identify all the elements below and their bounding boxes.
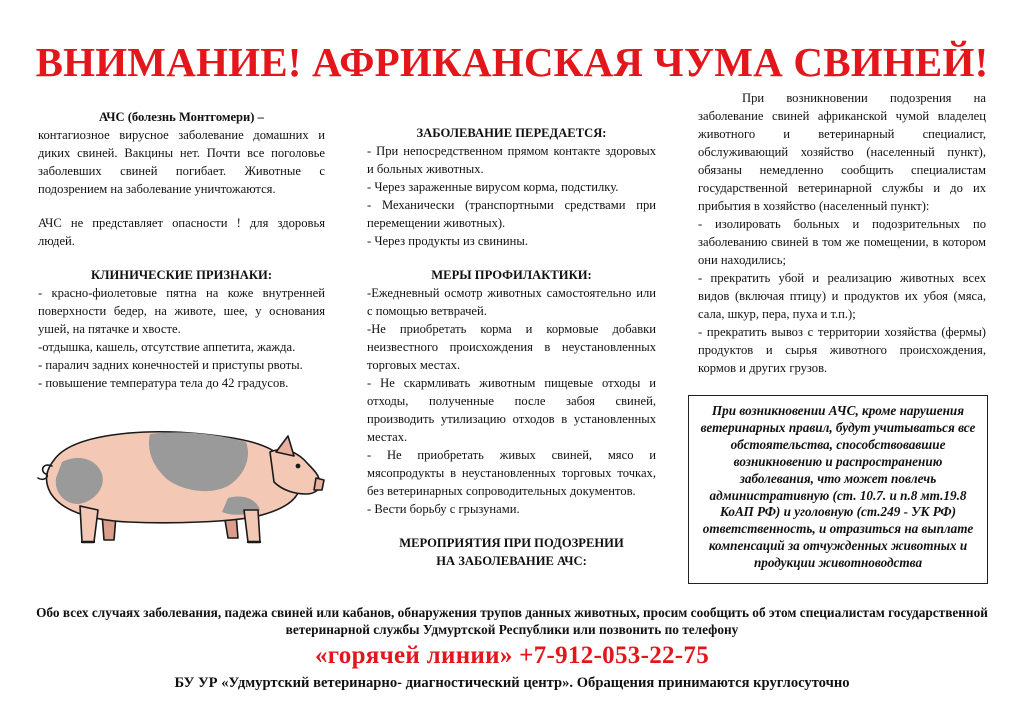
list-item: - При непосредственном прямом контакте здоровых и больных животных. <box>367 144 656 176</box>
list-item: - прекратить убой и реализацию животных всех видов (включая птицу) и продуктов их убоя (мяса, сала, шкур, пера, пуха и т.п.); <box>698 271 986 321</box>
list-item: - изолировать больных и подозрительных по заболеванию свиней в том же помещении, в котором они находились; <box>698 217 986 267</box>
clinical-signs-heading: КЛИНИЧЕСКИЕ ПРИЗНАКИ: <box>90 268 273 282</box>
list-item: - повышение температура тела до 42 градусов. <box>38 376 289 390</box>
asf-definition-text: контагиозное вирусное заболевание домашних и диких свиней. Вакцины нет. Почти все поголовье заболевших свиней погибает. Животные с подозрением на заболевание уничтожаются. <box>38 128 325 196</box>
hotline-phone: «горячей линии» +7-912-053-22-75 <box>314 642 710 669</box>
pig-illustration <box>32 418 328 546</box>
list-item: - Через продукты из свинины. <box>367 234 528 248</box>
list-item: - Не приобретать живых свиней, мясо и мясопродукты в неустановленных торговых точках, без ветеринарных сопроводительных документов. <box>367 448 656 498</box>
list-item: - Механически (транспортными средствами при перемещении животных). <box>367 198 656 230</box>
list-item: - Вести борьбу с грызунами. <box>367 502 520 516</box>
suspicion-intro-text: При возникновении подозрения на заболевание свиней африканской чумой владелец животного и ветеринарный специалист, обслуживающий хозяйство (населенный пункт), обязаны немедленно сообщить специалистам государственной ветеринарной службы и до их прибытия в хозяйство (населенный пункт): <box>698 91 986 213</box>
liability-notice-text: При возникновении АЧС, кроме нарушения ветеринарных правил, будут учитываться все обстоятельства, способствовавшие возникновению и распространению заболевания, что может повлечь административную (ст. 10.7. и п.8 мт.19.8 КоАП РФ) и уголовную (ст.249 - УК РФ) ответственность, и отразиться на выплате компенсаций за отчужденных животных и продукции животноводства <box>700 403 976 571</box>
list-item: - Через зараженные вирусом корма, подстилку. <box>367 180 619 194</box>
prevention-heading: МЕРЫ ПРОФИЛАКТИКИ: <box>431 268 592 282</box>
pig-leg <box>80 506 98 542</box>
liability-notice-box <box>688 395 988 584</box>
page-title: ВНИМАНИЕ! АФРИКАНСКАЯ ЧУМА СВИНЕЙ! <box>35 39 989 85</box>
footer-report-text <box>0 604 1024 638</box>
list-item: -Не приобретать корма и кормовые добавки неизвестного происхождения в неустановленных торговых местах. <box>367 322 656 372</box>
list-item: - красно-фиолетовые пятна на коже внутренней поверхности бедер, на животе, шее, у основания ушей, на пятачке и хвосте. <box>38 286 325 336</box>
column-middle <box>367 124 656 570</box>
transmission-heading: ЗАБОЛЕВАНИЕ ПЕРЕДАЕТСЯ: <box>416 126 607 140</box>
column-left <box>38 108 325 392</box>
human-safety-text: АЧС не представляет опасности ! для здоровья людей. <box>38 216 325 248</box>
suspicion-heading: МЕРОПРИЯТИЯ ПРИ ПОДОЗРЕНИИ НА ЗАБОЛЕВАНИЕ АЧС: <box>399 536 624 568</box>
footer-organization: БУ УР «Удмуртский ветеринарно- диагностический центр». Обращения принимаются круглосуточно <box>174 675 850 691</box>
list-item: -отдышка, кашель, отсутствие аппетита, жажда. <box>38 340 296 354</box>
asf-definition-heading: АЧС (болезнь Монтгомери) – <box>99 110 264 124</box>
list-item: -Ежедневный осмотр животных самостоятельно или с помощью ветврачей. <box>367 286 656 318</box>
list-item: - Не скармливать животным пищевые отходы и отходы, полученные после забоя свиней, производить утилизацию отходов в установленных местах. <box>367 376 656 444</box>
pig-eye <box>296 464 299 467</box>
footer-line-1: Обо всех случаях заболевания, падежа свиней или кабанов, обнаружения трупов данных животных, просим сообщить об этом специалистам государственной ветеринарной службы Удмуртской Республики или позвонить по телефону <box>36 605 988 637</box>
pig-snout <box>314 478 324 490</box>
list-item: - прекратить вывоз с территории хозяйства (фермы) продуктов и сырья животного происхождения, кормов и других грузов. <box>698 325 986 375</box>
pig-ear <box>276 436 294 456</box>
list-item: - паралич задних конечностей и приступы рвоты. <box>38 358 303 372</box>
pig-leg <box>244 510 260 542</box>
column-right <box>698 89 986 377</box>
